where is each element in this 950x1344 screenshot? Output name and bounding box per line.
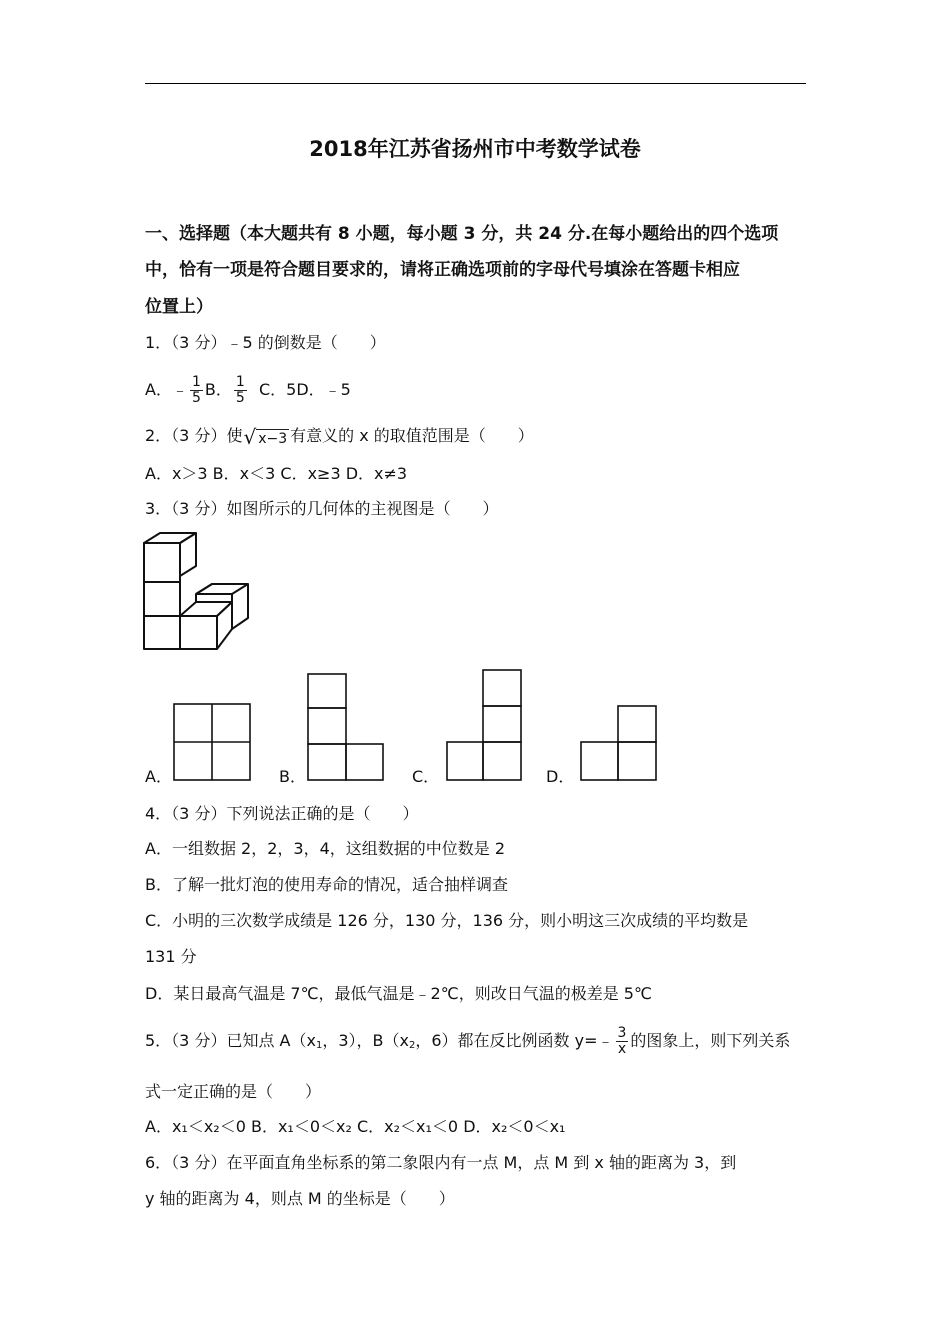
q1-option-a-prefix: A．﹣ — [145, 380, 188, 399]
q5-stem-mid2: ，6）都在反比例函数 y=﹣ — [415, 1031, 614, 1050]
q1-option-b-prefix: B． — [204, 380, 232, 399]
q3-option-c-figure — [445, 668, 525, 782]
q3-option-a-figure — [172, 702, 252, 782]
q1-options — [145, 372, 351, 408]
q5-stem-line2: 式一定正确的是（ ） — [145, 1082, 322, 1101]
q1-option-b-fraction: $\frac{1}{5}$ — [235, 374, 245, 406]
q2-sqrt: √ x−3 — [243, 424, 288, 449]
q5-sub-1: 1 — [315, 1040, 323, 1051]
q3-option-d-figure — [579, 704, 659, 782]
q1-option-c: C．5 — [258, 380, 297, 399]
q2-stem-post: 有意义的 x 的取值范围是（ ） — [290, 426, 534, 445]
q5-stem-pre: 5．（3 分）已知点 A（x — [145, 1031, 316, 1050]
section-instructions-line1: 一、选择题（本大题共有 8 小题，每小题 3 分，共 24 分.在每小题给出的四个选项 — [145, 224, 779, 244]
q5-fraction: $\frac{3}{x}$ — [617, 1025, 627, 1057]
q1-option-a-fraction: $\frac{1}{5}$ — [191, 374, 201, 406]
q4-stem: 4．（3 分）下列说法正确的是（ ） — [145, 804, 419, 823]
section-instructions-line2: 中，恰有一项是符合题目要求的，请将正确选项前的字母代号填涂在答题卡相应 — [145, 260, 740, 280]
q3-stem: 3．（3 分）如图所示的几何体的主视图是（ ） — [145, 499, 499, 518]
q4-option-c-line2: 131 分 — [145, 947, 197, 966]
q3-option-b-figure — [306, 672, 386, 782]
q3-solid-figure — [140, 530, 260, 655]
q2-stem-pre: 2．（3 分）使 — [145, 426, 243, 445]
q3-option-b-label: B． — [279, 767, 306, 786]
q4-option-d: D．某日最高气温是 7℃，最低气温是﹣2℃，则改日气温的极差是 5℃ — [145, 984, 652, 1003]
q5-stem — [145, 1023, 790, 1059]
q6-stem-line2: y 轴的距离为 4，则点 M 的坐标是（ ） — [145, 1189, 455, 1208]
q3-option-c-label: C． — [412, 767, 440, 786]
q5-stem-mid1: ，3），B（x — [322, 1031, 409, 1050]
header-rule — [145, 83, 806, 84]
q4-option-a: A．一组数据 2，2，3，4，这组数据的中位数是 2 — [145, 839, 506, 858]
q6-stem-line1: 6．（3 分）在平面直角坐标系的第二象限内有一点 M，点 M 到 x 轴的距离为 3，到 — [145, 1153, 737, 1172]
q5-sub-2: 2 — [408, 1040, 416, 1051]
q3-option-d-label: D． — [546, 767, 575, 786]
page-title: 2018年江苏省扬州市中考数学试卷 — [309, 137, 641, 161]
q2-radicand: x−3 — [258, 430, 288, 447]
q1-stem: 1．（3 分）﹣5 的倒数是（ ） — [145, 333, 386, 352]
q4-option-b: B．了解一批灯泡的使用寿命的情况，适合抽样调查 — [145, 875, 508, 894]
q2-stem — [145, 424, 534, 448]
q5-options: A．x₁＜x₂＜0 B．x₁＜0＜x₂ C．x₂＜x₁＜0 D．x₂＜0＜x₁ — [145, 1117, 566, 1136]
section-instructions-line3: 位置上） — [145, 297, 213, 317]
q3-option-a-label: A． — [145, 767, 172, 786]
q5-stem-post: 的图象上，则下列关系 — [630, 1031, 791, 1050]
q4-option-c-line1: C．小明的三次数学成绩是 126 分，130 分，136 分，则小明这三次成绩的平均数是 — [145, 911, 749, 930]
q1-option-d: D．﹣5 — [296, 380, 351, 399]
q2-options: A．x＞3 B．x＜3 C．x≥3 D．x≠3 — [145, 464, 408, 483]
